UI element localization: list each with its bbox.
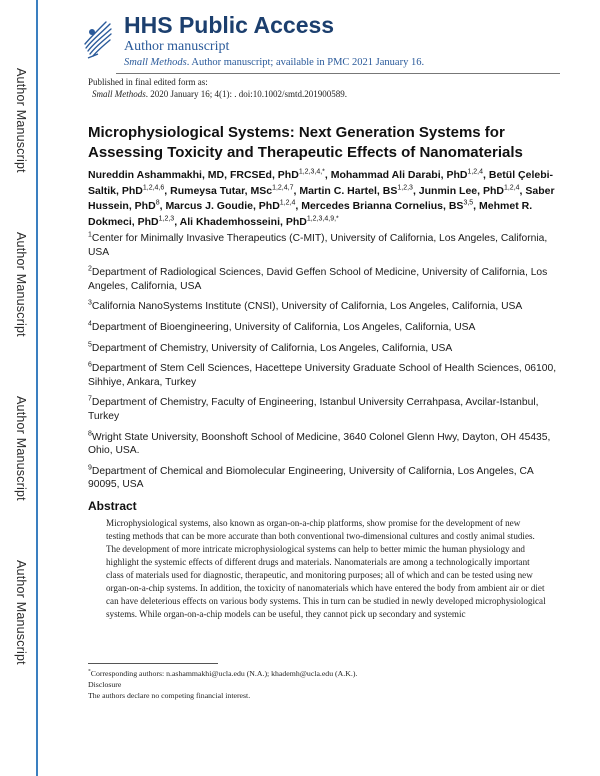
- affiliation-list: [88, 232, 563, 499]
- affiliation-text: Department of Stem Cell Sciences, Hacettepe University Graduate School of Health Sciences, 06100, Sihhiye, Ankara, Turkey: [88, 363, 557, 388]
- article-title: Microphysiological Systems: Next Generation Systems for Assessing Toxicity and Therapeutic Effects of Nanomaterials: [88, 124, 523, 161]
- sidebar-divider: [36, 0, 38, 776]
- author-separator: ,: [164, 184, 171, 197]
- footnote-rule: [88, 663, 218, 664]
- author-separator: ,: [519, 184, 526, 197]
- affiliation-text: Department of Radiological Sciences, David Geffen School of Medicine, University of California, Los Angeles, California, USA: [88, 267, 548, 292]
- affiliation-item: [88, 232, 563, 259]
- affiliation-number: 2: [88, 265, 92, 273]
- affiliation-item: [88, 431, 563, 458]
- brand-title: HHS Public Access: [124, 12, 335, 38]
- author-affiliation-marker: 1,2,4: [503, 184, 520, 191]
- author-separator: ,: [483, 169, 489, 181]
- author-affiliation-marker: 3,5: [463, 199, 474, 207]
- author-separator: ,: [159, 200, 166, 212]
- abstract-heading: Abstract: [88, 499, 137, 513]
- affiliation-text: Center for Minimally Invasive Therapeutics (C-MIT), University of California, Los Angeles, California, USA: [88, 233, 548, 258]
- abstract-body: Microphysiological systems, also known as organ-on-a-chip platforms, show promise for the development of new testing methods that can be more accurate than both conventional two-dimensional cultures and costly animal studies. The development of more intricate microphysiological systems can help to better mimic the human physiology and highlight the systemic effects of different drugs and materials. Nanomaterials are among a technologically important class of materials used for diagnostic, therapeutic, and monitoring purposes; all of which and can be tested using new organ-on-a-chip systems. In addition, the toxicity of nanomaterials which have entered the body from ambient air or diet can have deleterious effects on various body systems. This in turn can be studied in newly developed microphysiological systems. While organ-on-a-chip models can be useful, they cannot pick up secondary and systemic: [106, 518, 546, 620]
- citation-text: . 2020 January 16; 4(1): . doi:10.1002/smtd.201900589.: [145, 88, 347, 99]
- author-affiliation-marker: 8: [155, 199, 160, 207]
- affiliation-item: [88, 321, 563, 335]
- affiliation-number: 7: [88, 395, 92, 403]
- sidebar-label: Author Manuscript: [14, 68, 28, 173]
- affiliation-item: [88, 362, 563, 389]
- author-affiliation-marker: 1,2,4,7: [272, 184, 294, 191]
- hhs-header: [76, 10, 560, 72]
- affiliation-text: Department of Chemistry, Faculty of Engineering, Istanbul University Cerrahpasa, Avcilar-Istanbul, Turkey: [88, 397, 539, 422]
- published-line: Published in final edited form as:: [88, 77, 208, 87]
- author-affiliation-marker: 1,2,4,6: [142, 184, 165, 191]
- author-separator: ,: [174, 215, 180, 228]
- footnotes: [88, 668, 558, 701]
- hhs-eagle-logo-icon: [82, 18, 114, 60]
- disclosure-text: The authors declare no competing financial interest.: [88, 691, 251, 700]
- affiliation-text: Department of Bioengineering, University of California, Los Angeles, California, USA: [91, 321, 476, 333]
- affiliation-text: Wright State University, Boonshoft School of Medicine, 3640 Colonel Glenn Hwy, Dayton, OH 45435, Ohio, USA.: [88, 431, 551, 457]
- corresponding-text: Corresponding authors: n.ashammakhi@ucla.edu (N.A.); khademh@ucla.edu (A.K.).: [90, 669, 358, 678]
- sidebar-label: Author Manuscript: [14, 560, 28, 665]
- affiliation-item: [88, 300, 563, 314]
- brand-subtitle: Author manuscript: [124, 39, 230, 54]
- author-name: Mohammad Ali Darabi, PhD: [330, 169, 468, 181]
- availability-text: . Author manuscript; available in PMC 2021 January 16.: [186, 57, 425, 68]
- author-affiliation-marker: 1,2,3,4,*: [298, 168, 325, 176]
- author-name: Rumeysa Tutar, MSc: [170, 184, 273, 197]
- availability-line: [124, 55, 544, 70]
- author-separator: ,: [295, 200, 302, 212]
- publication-info: [88, 77, 558, 100]
- author-separator: ,: [473, 200, 480, 212]
- author-affiliation-marker: 1,2,3: [158, 215, 175, 222]
- author-name: Junmin Lee, PhD: [418, 184, 504, 197]
- disclosure-heading: Disclosure: [88, 680, 122, 689]
- affiliation-item: [88, 396, 563, 423]
- author-name: Saber Hussein, PhD: [88, 184, 555, 212]
- author-name: Nureddin Ashammakhi, MD, FRCSEd, PhD: [88, 169, 299, 181]
- affiliation-text: California NanoSystems Institute (CNSI), University of California, Los Angeles, California, USA: [91, 301, 523, 313]
- author-separator: ,: [293, 184, 300, 197]
- author-name: Mercedes Brianna Cornelius, BS: [301, 200, 464, 212]
- sidebar-label: Author Manuscript: [14, 232, 28, 337]
- affiliation-number: 8: [88, 430, 92, 438]
- author-affiliation-marker: 1,2,3,4,9,*: [306, 215, 339, 222]
- affiliation-item: [88, 266, 563, 293]
- affiliation-item: [88, 342, 563, 356]
- affiliation-number: 6: [88, 361, 92, 369]
- author-affiliation-marker: 1,2,4: [279, 199, 296, 207]
- affiliation-number: 9: [88, 464, 92, 472]
- affiliation-text: Department of Chemistry, University of California, Los Angeles, California, USA: [91, 342, 453, 354]
- author-name: Marcus J. Goudie, PhD: [165, 200, 280, 212]
- author-name: Mehmet R. Dokmeci, PhD: [88, 200, 533, 228]
- footnote-marker: *: [88, 668, 91, 675]
- sidebar-label: Author Manuscript: [14, 396, 28, 501]
- header-rule: [116, 73, 560, 74]
- author-list: [88, 168, 558, 230]
- author-name: Martin C. Hartel, BS: [299, 184, 398, 197]
- author-name: Betül Çelebi-Saltik, PhD: [88, 169, 554, 197]
- corresponding-footnote: [88, 668, 558, 679]
- affiliation-number: 4: [88, 320, 92, 328]
- header-text: [124, 12, 544, 70]
- affiliation-text: Department of Chemical and Biomolecular Engineering, University of California, Los Angeles, CA 90095, USA: [88, 465, 534, 491]
- author-affiliation-marker: 1,2,3: [397, 184, 413, 191]
- affiliation-number: 5: [88, 341, 92, 349]
- author-affiliation-marker: 1,2,4: [467, 168, 484, 176]
- affiliation-item: [88, 465, 563, 492]
- author-manuscript-sidebar: [0, 0, 36, 776]
- author-separator: ,: [412, 184, 419, 197]
- citation-journal: Small Methods: [92, 88, 146, 99]
- journal-name: Small Methods: [124, 57, 187, 68]
- affiliation-number: 3: [88, 299, 92, 307]
- affiliation-number: 1: [88, 231, 92, 239]
- author-separator: ,: [324, 169, 331, 181]
- author-name: Ali Khademhosseini, PhD: [179, 215, 307, 228]
- citation-line: [88, 89, 558, 101]
